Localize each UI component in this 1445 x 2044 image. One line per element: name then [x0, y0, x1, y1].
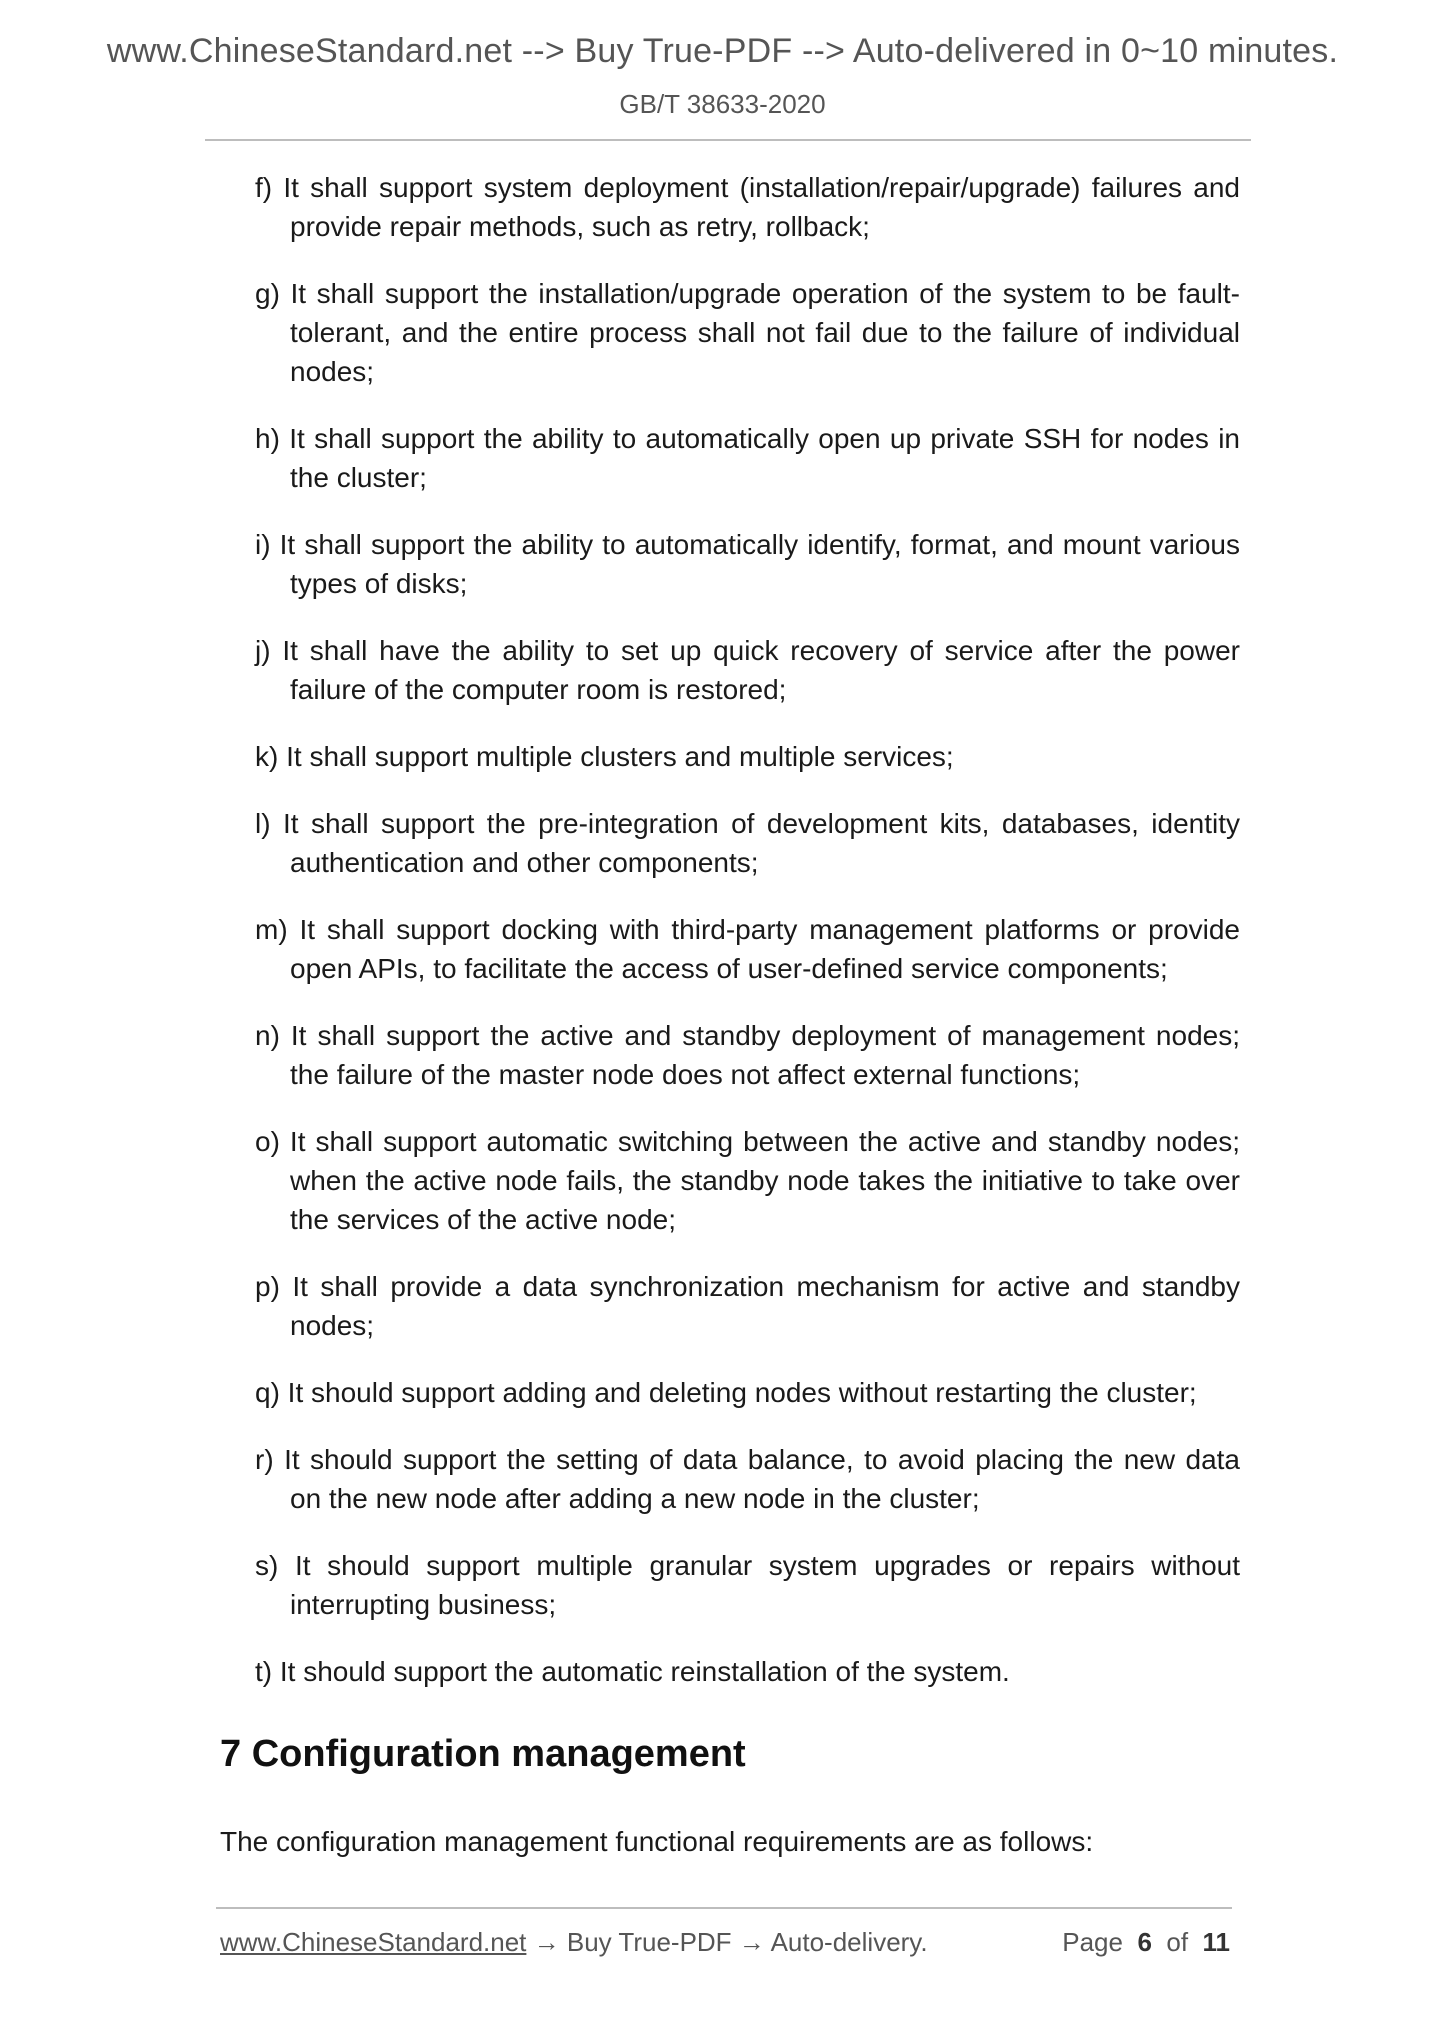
footer-divider	[216, 1907, 1232, 1909]
list-item: h) It shall support the ability to automatically open up private SSH for nodes in the cluster;	[255, 423, 1240, 493]
section-intro: The configuration management functional requirements are as follows:	[220, 1826, 1094, 1857]
list-item: q) It should support adding and deleting nodes without restarting the cluster;	[255, 1377, 1197, 1408]
page-total: 11	[1202, 1927, 1230, 1957]
footer-tagline: → Buy True-PDF → Auto-delivery.	[526, 1927, 928, 1957]
list-item: t) It should support the automatic reinstallation of the system.	[255, 1656, 1010, 1687]
section-heading: 7 Configuration management	[220, 1733, 746, 1775]
list-item: f) It shall support system deployment (installation/repair/upgrade) failures and provide repair methods, such as retry, rollback;	[255, 172, 1240, 242]
footer-link[interactable]: www.ChineseStandard.net	[220, 1927, 527, 1957]
list-item: o) It shall support automatic switching between the active and standby nodes; when the active node fails, the standby node takes the initiative to take over the services of the active node;	[255, 1126, 1240, 1235]
list-item: j) It shall have the ability to set up quick recovery of service after the power failure of the computer room is restored;	[255, 635, 1240, 705]
list-item: l) It shall support the pre-integration of development kits, databases, identity authentication and other components;	[255, 808, 1240, 878]
list-item: p) It shall provide a data synchronization mechanism for active and standby nodes;	[255, 1271, 1240, 1341]
page-label: Page	[1062, 1927, 1123, 1957]
list-item: i) It shall support the ability to automatically identify, format, and mount various types of disks;	[255, 529, 1240, 599]
list-item: g) It shall support the installation/upgrade operation of the system to be fault-tolerant, and the entire process shall not fail due to the failure of individual nodes;	[255, 278, 1240, 387]
list-item: n) It shall support the active and standby deployment of management nodes; the failure of the master node does not affect external functions;	[255, 1020, 1240, 1090]
document-code: GB/T 38633-2020	[619, 89, 826, 119]
list-item: m) It shall support docking with third-party management platforms or provide open APIs, to facilitate the access of user-defined service components;	[255, 914, 1240, 984]
list-item: r) It should support the setting of data balance, to avoid placing the new data on the new node after adding a new node in the cluster;	[255, 1444, 1240, 1514]
top-banner: www.ChineseStandard.net --> Buy True-PDF --> Auto-delivered in 0~10 minutes.	[106, 32, 1339, 70]
list-item: s) It should support multiple granular system upgrades or repairs without interrupting business;	[255, 1550, 1240, 1620]
list-item: k) It shall support multiple clusters and multiple services;	[255, 741, 954, 772]
page-footer	[220, 1927, 1230, 1958]
requirements-list	[255, 168, 1240, 1719]
of-label: of	[1166, 1927, 1189, 1957]
page-indicator	[1062, 1927, 1230, 1958]
header-divider	[205, 139, 1251, 141]
page-number: 6	[1137, 1927, 1152, 1957]
